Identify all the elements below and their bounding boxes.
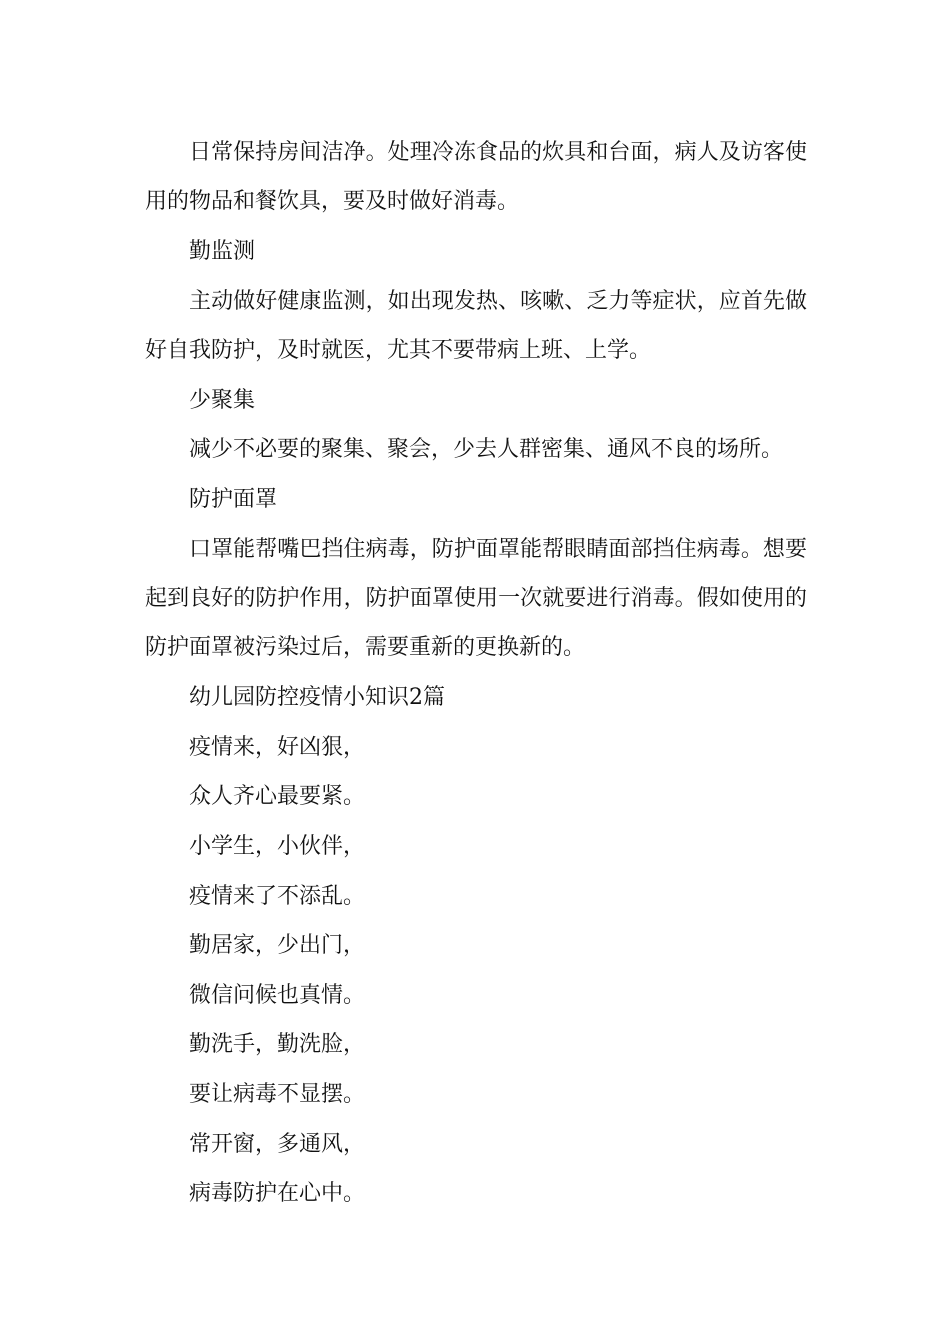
heading-face-shield: 防护面罩 — [189, 487, 278, 512]
section-title: 幼儿园防控疫情小知识2篇 — [189, 685, 445, 710]
poem-line: 勤洗手，勤洗脸， — [189, 1032, 366, 1057]
paragraph-gathering: 减少不必要的聚集、聚会，少去人群密集、通风不良的场所。 — [189, 437, 784, 462]
poem-line: 疫情来，好凶狠， — [189, 735, 366, 760]
heading-gathering: 少聚集 — [189, 388, 256, 413]
poem-line: 勤居家，少出门， — [189, 933, 366, 958]
poem-line: 小学生，小伙伴， — [189, 834, 366, 859]
poem-line: 病毒防护在心中。 — [189, 1181, 366, 1206]
poem-line: 众人齐心最要紧。 — [189, 784, 366, 809]
paragraph-cleaning: 日常保持房间洁净。处理冷冻食品的炊具和台面，病人及访客使用的物品和餐饮具，要及时做好消毒。 — [145, 140, 807, 214]
poem-line: 微信问候也真情。 — [189, 983, 366, 1008]
paragraph-face-shield: 口罩能帮嘴巴挡住病毒，防护面罩能帮眼睛面部挡住病毒。想要起到良好的防护作用，防护面罩使用一次就要进行消毒。假如使用的防护面罩被污染过后，需要重新的更换新的。 — [145, 537, 807, 660]
heading-monitoring: 勤监测 — [189, 239, 256, 264]
poem-line: 常开窗，多通风， — [189, 1132, 366, 1157]
poem-line: 要让病毒不显摆。 — [189, 1082, 366, 1107]
paragraph-monitoring: 主动做好健康监测，如出现发热、咳嗽、乏力等症状，应首先做好自我防护，及时就医，尤其不要带病上班、上学。 — [145, 289, 807, 363]
poem-line: 疫情来了不添乱。 — [189, 884, 366, 909]
